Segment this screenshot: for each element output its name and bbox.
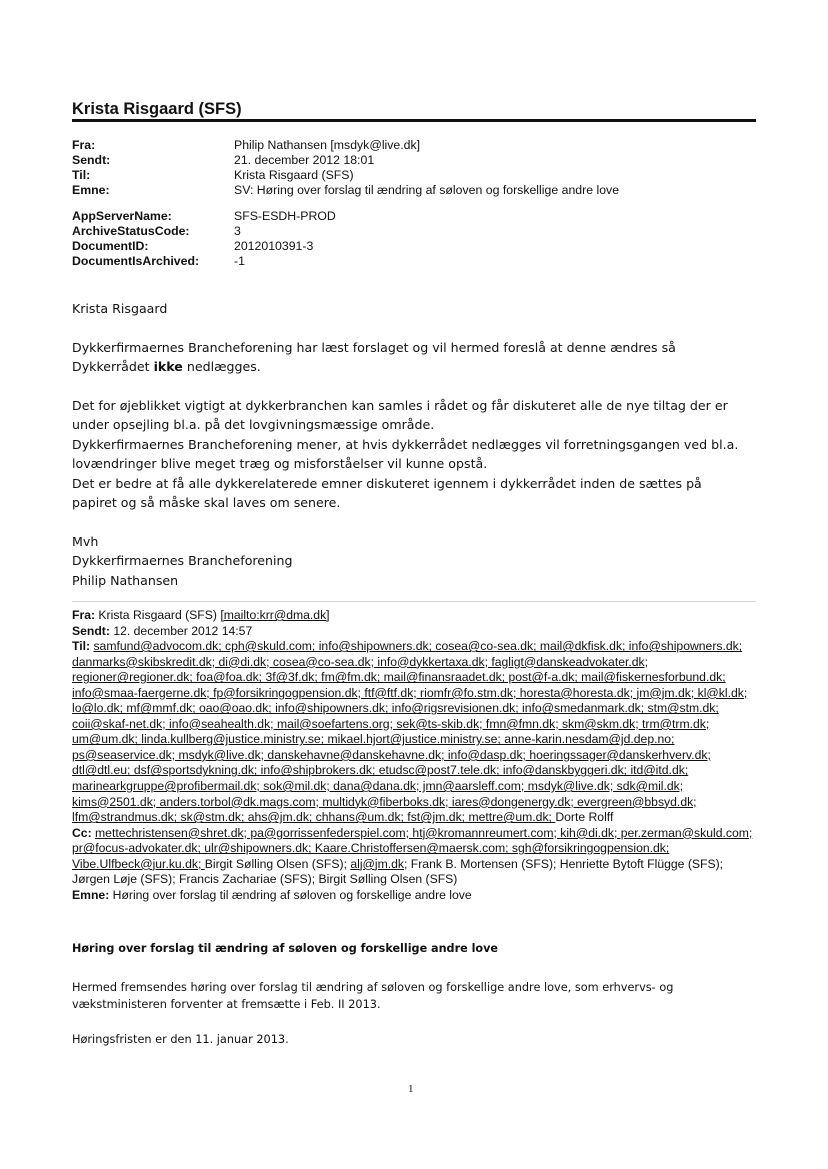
paragraph-1a: Dykkerfirmaernes Brancheforening har læst forslaget og vil hermed foreslå at denne ændres så [72, 339, 676, 355]
paragraph-2-line: papiret og så måske skal laves om senere. [72, 495, 341, 510]
forwarded-heading: Høring over forslag til ændring af søloven og forskellige andre love [72, 942, 498, 955]
meta-row-archivestatus: ArchiveStatusCode: 3 [72, 224, 241, 238]
paragraph-2-line: Dykkerfirmaernes Brancheforening mener, at hvis dykkerrådet nedlægges vil forretningsgangen ved bl.a. [72, 436, 739, 452]
mailto-link[interactable]: [mailto:krr@dma.dk] [220, 608, 330, 622]
meta-row-sent: Sendt: 21. december 2012 18:01 [72, 153, 375, 167]
fwd-from: Fra: Krista Risgaard (SFS) [mailto:krr@dma.dk] [72, 608, 330, 622]
cc-links[interactable]: mettechristensen@shret.dk; pa@gorrissenfederspiel.com; htj@kromannreumert.com; kih@di.dk; per.zerman@skuld.com; pr@focus-advokater.dk; ulr@shipowners.dk; Kaare.Christoffersen@maersk.com; sgh@forsikringogpension.dk; Vibe.Ulfbeck@jur.ku.dk; [72, 825, 753, 871]
fwd-sent: Sendt: 12. december 2012 14:57 [72, 623, 253, 638]
forwarded-message-header [72, 608, 762, 903]
message-header [72, 138, 619, 198]
meta-row-to: Til: Krista Risgaard (SFS) [72, 168, 354, 182]
page-number: 1 [408, 1083, 414, 1095]
fwd-subject: Emne: Høring over forslag til ændring af søloven og forskellige andre love [72, 887, 472, 902]
forwarded-paragraph-1: Hermed fremsendes høring over forslag til ændring af søloven og forskellige andre love, som erhvervs- og vækstministeren forventer at fremsætte i Feb. II 2013. [72, 981, 674, 1011]
signoff: Dykkerfirmaernes Brancheforening [72, 553, 293, 568]
meta-row-documentid: DocumentID: 2012010391-3 [72, 239, 314, 253]
letter-body [72, 299, 762, 590]
meta-row-appserver: AppServerName: SFS-ESDH-PROD [72, 209, 336, 223]
paragraph-2-line: Det er bedre at få alle dykkerelaterede emner diskuteret igennem i dykkerrådet inden de sættes på [72, 475, 702, 491]
forward-divider [72, 601, 756, 602]
signoff: Mvh [72, 533, 99, 549]
recipient-links[interactable]: samfund@advocom.dk; cph@skuld.com; info@shipowners.dk; cosea@co-sea.dk; mail@dkfisk.dk; info@shipowners.dk; danmarks@skibskredit.dk; di@di.dk; cosea@co-sea.dk; info@dykkertaxa.dk; fagligt@danskeadvokater.dk; regioner@regioner.dk; foa@foa.dk; 3f@3f.dk; fm@fm.dk; mail@finansraadet.dk; post@f-a.dk; mail@fiskernesforbund.dk; info@smaa-faergerne.dk; fp@forsikringogpension.dk; ftf@ftf.dk; riomfr@fo.stm.dk; horesta@horesta.dk; jm@jm.dk; kl@kl.dk; lo@lo.dk; mf@mmf.dk; oao@oao.dk; info@shipowners.dk; info@rigsrevisionen.dk; info@smedanmark.dk; stm@stm.dk; coii@skaf-net.dk; info@seahealth.dk; mail@soefartens.org; sek@ts-skib.dk; fmn@fmn.dk; skm@skm.dk; trm@trm.dk; um@um.dk; linda.kullberg@justice.ministry.se; mikael.hjort@justice.ministry.se; anne-karin.nesdam@jd.dep.no; ps@seaservice.dk; msdyk@live.dk; danskehavne@danskehavne.dk; info@dasp.dk; hoeringssager@danskerhverv.dk; dtl@dtl.eu; dsf@sportsdykning.dk; info@shipbrokers.dk; etudsc@post7.tele.dk; info@danskbyggeri.dk; itd@itd.dk; marinearkgruppe@profibermail.dk; sok@mil.dk; dana@dana.dk; jmn@aarsleff.com; msdyk@live.dk; sdk@mil.dk; kims@2501.dk; anders.torbol@dk.mags.com; multidyk@fiberboks.dk; iares@dongenergy.dk; evergreen@bbsyd.dk; lfm@strandmus.dk; sk@stm.dk; ahs@jm.dk; chhans@um.dk; fst@jm.dk; mettre@um.dk; [72, 639, 748, 825]
archive-metadata [72, 209, 336, 269]
title-rule [72, 119, 756, 122]
fwd-cc: Cc: mettechristensen@shret.dk; pa@gorrissenfederspiel.com; htj@kromannreumert.com; kih@di.dk; per.zerman@skuld.com; pr@focus-advokater.dk; ulr@shipowners.dk; Kaare.Christoffersen@maersk.com; sgh@forsikringogpension.dk; Vibe.Ulfbeck@jur.ku.dk; Birgit Sølling Olsen (SFS); alj@jm.dk; Frank B. Mortensen (SFS); Henriette Bytoft Flügge (SFS); Jørgen Løje (SFS); Francis Zachariae (SFS); Birgit Sølling Olsen (SFS) [72, 825, 753, 887]
paragraph-2-line: under opsejling bl.a. på det lovgivningsmæssige område. [72, 417, 435, 432]
meta-row-subject: Emne: SV: Høring over forslag til ændring af søloven og forskellige andre love [72, 183, 620, 197]
signoff: Philip Nathansen [72, 572, 179, 588]
meta-row-archived: DocumentIsArchived: -1 [72, 254, 245, 268]
paragraph-2-line: lovændringer blive meget træg og misforståelser vil kunne opstå. [72, 456, 488, 471]
paragraph-1b: Dykkerrådet ikke nedlægges. [72, 359, 261, 374]
cc-link[interactable]: alj@jm.dk [350, 856, 405, 871]
greeting: Krista Risgaard [72, 301, 168, 316]
meta-row-from: Fra: Philip Nathansen [msdyk@live.dk] [72, 138, 421, 152]
fwd-to: Til: samfund@advocom.dk; cph@skuld.com; info@shipowners.dk; cosea@co-sea.dk; mail@dkfisk.dk; info@shipowners.dk; danmarks@skibskredit.dk; di@di.dk; cosea@co-sea.dk; info@dykkertaxa.dk; fagligt@danskeadvokater.dk; regioner@regioner.dk; foa@foa.dk; 3f@3f.dk; fm@fm.dk; mail@finansraadet.dk; post@f-a.dk; mail@fiskernesforbund.dk; info@smaa-faergerne.dk; fp@forsikringogpension.dk; ftf@ftf.dk; riomfr@fo.stm.dk; horesta@horesta.dk; jm@jm.dk; kl@kl.dk; lo@lo.dk; mf@mmf.dk; oao@oao.dk; info@shipowners.dk; info@rigsrevisionen.dk; info@smedanmark.dk; stm@stm.dk; coii@skaf-net.dk; info@seahealth.dk; mail@soefartens.org; sek@ts-skib.dk; fmn@fmn.dk; skm@skm.dk; trm@trm.dk; um@um.dk; linda.kullberg@justice.ministry.se; mikael.hjort@justice.ministry.se; anne-karin.nesdam@jd.dep.no; ps@seaservice.dk; msdyk@live.dk; danskehavne@danskehavne.dk; info@dasp.dk; hoeringssager@danskerhverv.dk; dtl@dtl.eu; dsf@sportsdykning.dk; info@shipbrokers.dk; etudsc@post7.tele.dk; info@danskbyggeri.dk; itd@itd.dk; marinearkgruppe@profibermail.dk; sok@mil.dk; dana@dana.dk; jmn@aarsleff.com; msdyk@live.dk; sdk@mil.dk; kims@2501.dk; anders.torbol@dk.mags.com; multidyk@fiberboks.dk; iares@dongenergy.dk; evergreen@bbsyd.dk; lfm@strandmus.dk; sk@stm.dk; ahs@jm.dk; chhans@um.dk; fst@jm.dk; mettre@um.dk; Dorte Rolff [72, 639, 748, 825]
forwarded-paragraph-2: Høringsfristen er den 11. januar 2013. [72, 1033, 289, 1046]
document-title: Krista Risgaard (SFS) [72, 100, 242, 118]
paragraph-2-line: Det for øjeblikket vigtigt at dykkerbranchen kan samles i rådet og får diskuteret alle de nye tiltag der er [72, 397, 728, 413]
